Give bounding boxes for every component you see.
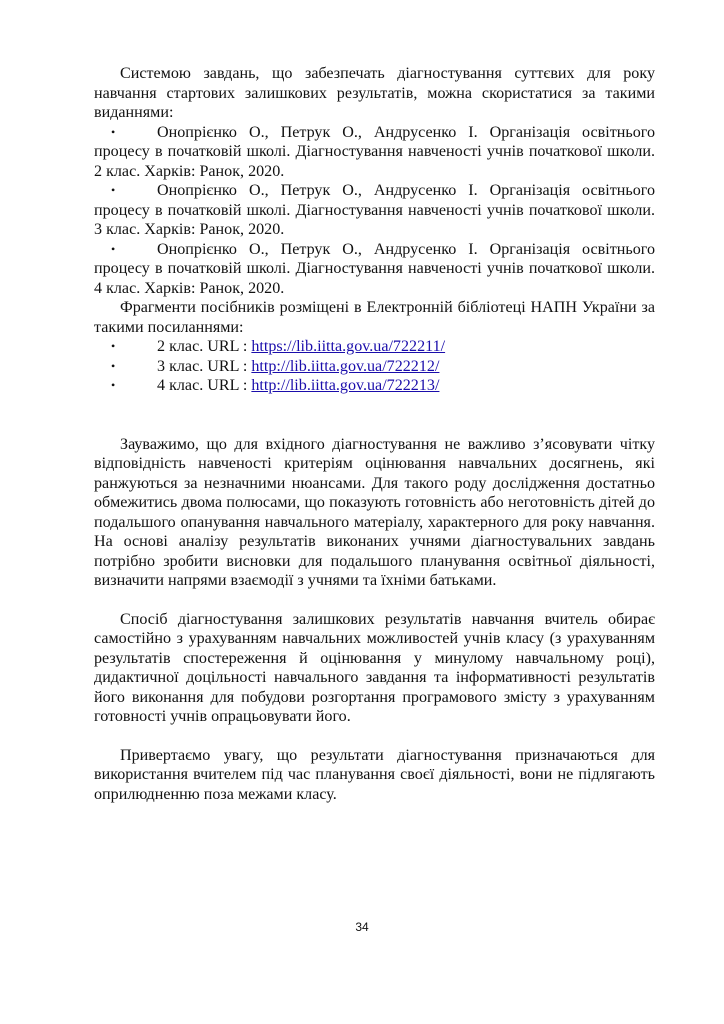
link-item: [94, 337, 655, 357]
link-label: 4 клас. URL :: [157, 377, 252, 394]
library-link-grade-4[interactable]: http://lib.iitta.gov.ua/722213/: [251, 377, 440, 394]
body-paragraph: Привертаємо увагу, що результати діагностування призначаються для використання вчителем під час планування своєї діяльності, вони не підлягають оприлюдненню поза межами класу.: [94, 746, 655, 803]
spacer: [94, 727, 655, 746]
link-item: [94, 357, 655, 377]
link-label: 2 клас. URL :: [157, 338, 252, 355]
link-item: [94, 376, 655, 396]
body-paragraph: Зауважимо, що для вхідного діагностування не важливо з’ясовувати чітку відповідність навченості критеріям оцінювання навчальних досягнень, які ранжуються за незначними нюансами. Для такого роду дослідження достатньо обмежитись двома полюсами, що показують готовність або неготовність дітей до подальшого опанування навчального матеріалу, характерного для року навчання. На основі аналізу результатів виконаних учнями діагностувальних завдань потрібно зробити висновки для подальшого планування освітньої діяльності, визначити напрями взаємодії з учнями та їхніми батьками.: [94, 435, 655, 589]
book-item: • Онопрієнко О., Петрук О., Андрусенко І. Організація освітнього процесу в початковій школі. Діагностування навченості учнів початкової школи. 4 клас. Харків: Ранок, 2020.: [94, 240, 655, 299]
body-paragraph: Спосіб діагностування залишкових результатів навчання вчитель обирає самостійно з урахуванням навчальних можливостей учнів класу (з урахуванням результатів спостереження й оцінювання у минулому навчальному році), дидактичної доцільності навчального завдання та інформативності результатів його виконання для побудови розгортання програмового змісту з урахуванням готовності учнів опрацьовувати його.: [94, 610, 655, 725]
intro-paragraph: Системою завдань, що забезпечать діагностування суттєвих для року навчання стартових залишкових результатів, можна скористатися за такими виданнями:: [94, 65, 655, 121]
link-list: [94, 337, 655, 396]
book-item: • Онопрієнко О., Петрук О., Андрусенко І. Організація освітнього процесу в початковій школі. Діагностування навченості учнів початкової школи. 2 клас. Харків: Ранок, 2020.: [94, 123, 655, 182]
spacer: [94, 396, 655, 435]
page-number: 34: [355, 920, 369, 934]
fragments-note: Фрагменти посібників розміщені в Електронній бібліотеці НАПН України за такими посиланнями:: [94, 299, 655, 336]
library-link-grade-3[interactable]: http://lib.iitta.gov.ua/722212/: [251, 357, 440, 375]
page-content: [94, 64, 655, 804]
link-label: 3 клас. URL :: [157, 357, 252, 375]
book-list: [94, 123, 655, 299]
library-link-grade-2[interactable]: https://lib.iitta.gov.ua/722211/: [251, 338, 446, 355]
book-item: • Онопрієнко О., Петрук О., Андрусенко І. Організація освітнього процесу в початковій школі. Діагностування навченості учнів початкової школи. 3 клас. Харків: Ранок, 2020.: [94, 181, 655, 240]
spacer: [94, 591, 655, 610]
